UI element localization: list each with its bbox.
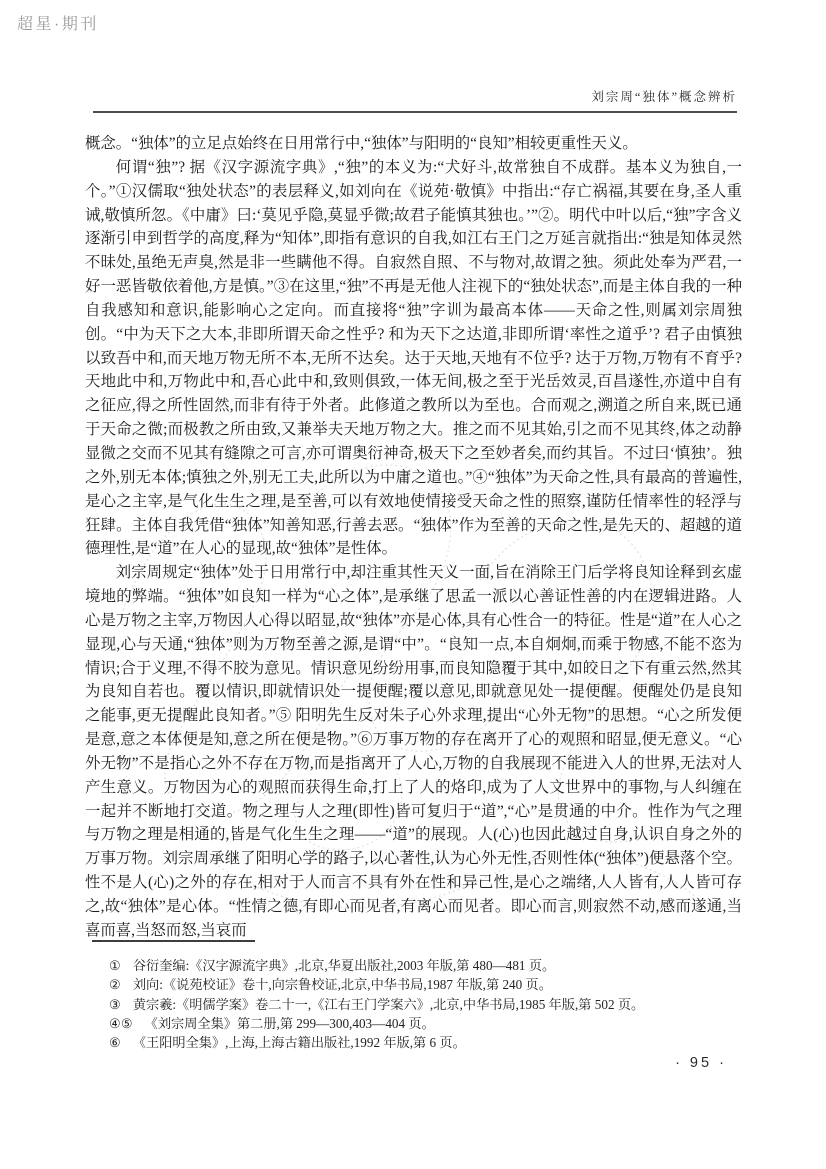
footnote bbox=[85, 975, 745, 994]
footnote bbox=[85, 1014, 745, 1033]
footnote-marker: ① bbox=[109, 958, 121, 973]
running-header-title: 刘宗周“独体”概念辨析 bbox=[591, 90, 737, 104]
footnote-text: 黄宗羲:《明儒学案》卷二十一,《江右王门学案六》,北京,中华书局,1985 年版,第 502 页。 bbox=[132, 996, 645, 1012]
footnote-marker: ③ bbox=[109, 996, 121, 1012]
footnotes-block bbox=[85, 956, 745, 1052]
footnote-text: 《刘宗周全集》第二册,第 299—300,403—404 页。 bbox=[144, 1015, 435, 1031]
header-rule bbox=[93, 111, 737, 113]
body-paragraph: 概念。“独体”的立足点始终在日用常行中,“独体”与阳明的“良知”相较更重性天义。 bbox=[85, 135, 638, 152]
footnote-marker: ④⑤ bbox=[109, 1015, 133, 1031]
footnote-text: 《王阳明全集》,上海,上海古籍出版社,1992 年版,第 6 页。 bbox=[132, 1035, 466, 1051]
footnote-marker: ② bbox=[109, 977, 121, 993]
footnote-text: 刘向:《说苑校证》卷十,向宗鲁校证,北京,中华书局,1987 年版,第 240 页。 bbox=[132, 977, 552, 993]
page-number: · 95 · bbox=[675, 1055, 727, 1071]
footnote bbox=[85, 1033, 745, 1052]
body-paragraph: 何谓“独”? 据《汉字源流字典》,“独”的本义为:“犬好斗,故常独自不成群。基本义为独自,一个。”①汉儒取“独处状态”的表层释义,如刘向在《说苑·敬慎》中指出:“存亡祸福,其要在身,圣人重诫,敬慎所忽。《中庸》曰:‘莫见乎隐,莫显乎微;故君子能慎其独也。’”②。明代中叶以后,“独”字含义逐渐引申到哲学的高度,释为“知体”,即指有意识的自我,如江右王门之万延言就指出:“独是知体灵然不昧处,虽绝无声臭,然是非一些瞒他不得。自寂然自照、不与物对,故谓之独。须此处奉为严君,一好一恶皆敬依着他,方是慎。”③在这里,“独”不再是无他人注视下的“独处状态”,而是主体自我的一种自我感知和意识,能影响心之定向。而直接将“独”字训为最高本体——天命之性,则属刘宗周独创。“中为天下之大本,非即所谓天命之性乎? 和为天下之达道,非即所谓‘率性之道乎’? 君子由慎独以致吾中和,而天地万物无所不本,无所不达矣。达于天地,天地有不位乎? 达于万物,万物有不育乎? 天地此中和,万物此中和,吾心此中和,致则俱致,一体无间,极之至于光岳效灵,百昌遂性,亦道中自有之征应,得之所性固然,而非有待于外者。此修道之教所以为至也。合而观之,溯道之所自来,既已通于天命之微;而极教之所由致,又兼举夫天地万物之大。推之而不见其始,引之而不见其终,体之动静显微之交而不见其有缝隙之可言,亦可谓奥衍神奇,极天下之至妙者矣,而约其旨。不过曰‘慎独’。独之外,别无本体;慎独之外,别无工夫,此所以为中庸之道也。”④“独体”为天命之性,具有最高的普遍性,是心之主宰,是气化生生之理,是至善,可以有效地使情接受天命之性的照察,谨防任情率性的轻浮与狂肆。主体自我凭借“独体”知善知恶,行善去恶。“独体”作为至善的天命之性,是先天的、超越的道德理性,是“道”在人心的显现,故“独体”是性体。 bbox=[85, 158, 742, 558]
footnote-separator-rule bbox=[92, 940, 255, 942]
footnote bbox=[85, 956, 745, 975]
body-paragraph: 刘宗周规定“独体”处于日用常行中,却注重其性天义一面,旨在消除王门后学将良知诠释到玄虚境地的弊端。“独体”如良知一样为“心之体”,是承继了思孟一派以心善证性善的内在逻辑进路。人心是万物之主宰,万物因人心得以昭显,故“独体”亦是心体,具有心性合一的特征。性是“道”在人心之显现,心与天通,“独体”则为万物至善之源,是谓“中”。“良知一点,本自炯炯,而乘于物感,不能不恣为情识;合于义理,不得不胶为意见。情识意见纷纷用事,而良知隐覆于其中,如皎日之下有重云然,然其为良知自若也。覆以情识,即就情识处一提便醒;覆以意见,即就意见处一提便醒。便醒处仍是良知之能事,更无提醒此良知者。”⑤ 阳明先生反对朱子心外求理,提出“心外无物”的思想。“心之所发便是意,意之本体便是知,意之所在便是物。”⑥万事万物的存在离开了心的观照和昭显,便无意义。“心外无物”不是指心之外不存在万物,而是指离开了人心,万物的自我展现不能进入人的世界,无法对人产生意义。万物因为心的观照而获得生命,打上了人的烙印,成为了人文世界中的事物,与人纠缠在一起并不断地打交道。物之理与人之理(即性)皆可复归于“道”,“心”是贯通的中介。性作为气之理与万物之理是相通的,皆是气化生生之理——“道”的展现。人(心)也因此越过自身,认识自身之外的万事万物。刘宗周承继了阳明心学的路子,以心著性,认为心外无性,否则性体(“独体”)便悬落个空。性不是人(心)之外的存在,相对于人而言不具有外在性和异己性,是心之端绪,人人皆有,人人皆可存之,故“独体”是心体。“性情之德,有即心而见者,有离心而见者。即心而言,则寂然不动,感而遂通,当喜而喜,当怒而怒,当哀而 bbox=[85, 564, 742, 939]
reader-brand-watermark: 超星·期刊 bbox=[17, 16, 99, 33]
footnote bbox=[85, 995, 745, 1014]
article-body bbox=[85, 132, 742, 943]
footnote-marker: ⑥ bbox=[109, 1035, 121, 1051]
footnote-text: 谷衍奎编:《汉字源流字典》,北京,华夏出版社,2003 年版,第 480—481 页。 bbox=[132, 958, 556, 973]
